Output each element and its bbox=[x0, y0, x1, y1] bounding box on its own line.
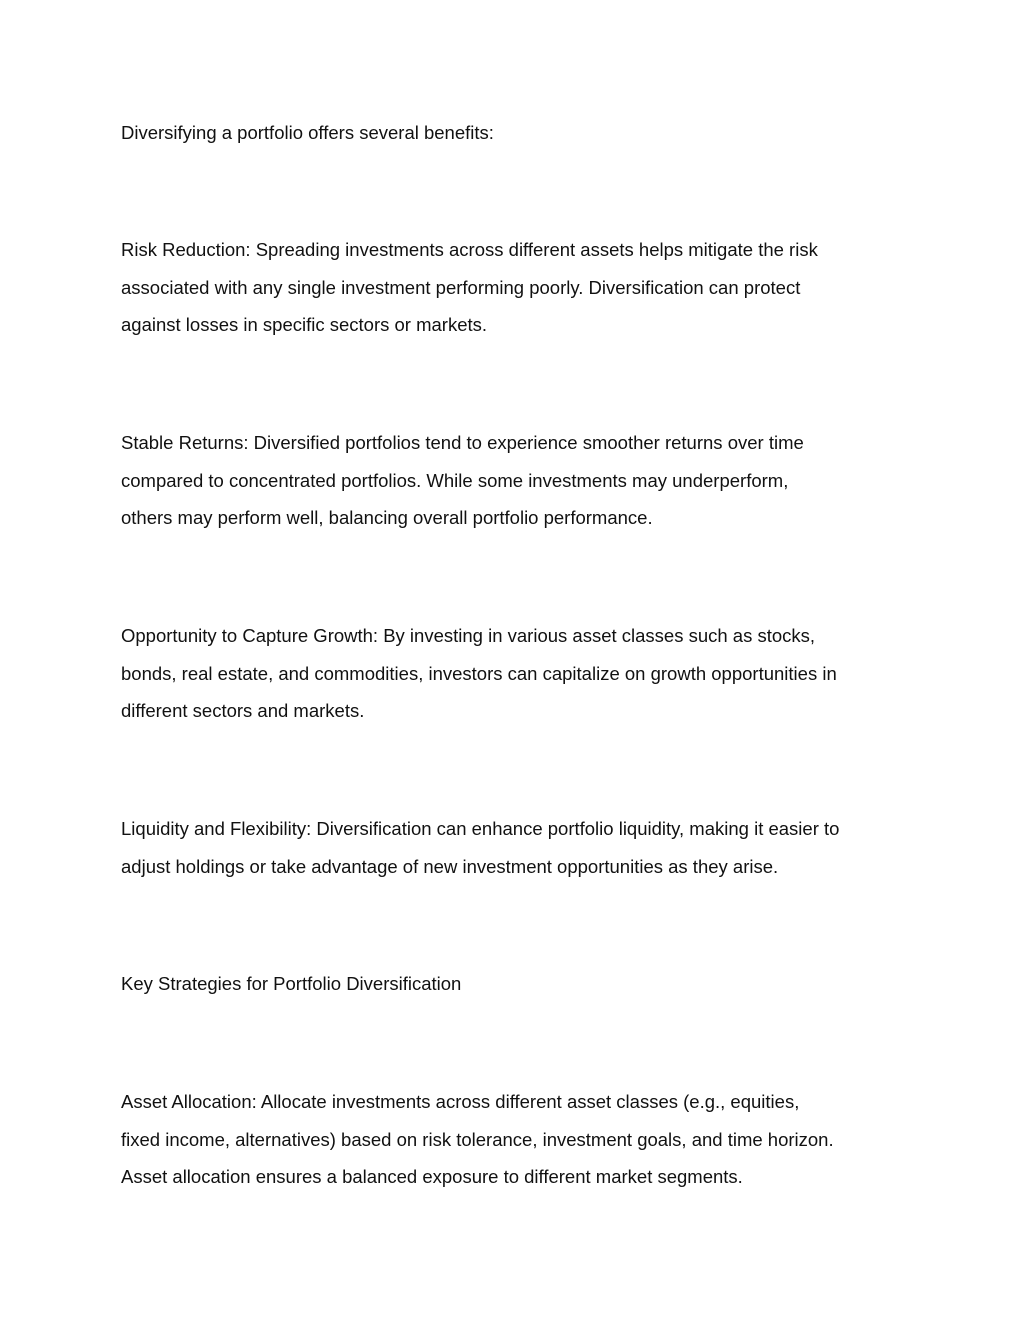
asset-allocation-paragraph bbox=[121, 1083, 911, 1196]
paragraph-line: associated with any single investment performing poorly. Diversification can protect bbox=[121, 276, 801, 298]
risk-reduction-paragraph bbox=[121, 231, 911, 344]
intro-paragraph bbox=[121, 114, 911, 152]
paragraph-line: adjust holdings or take advantage of new investment opportunities as they arise. bbox=[121, 855, 779, 877]
paragraph-line: compared to concentrated portfolios. While some investments may underperform, bbox=[121, 469, 789, 491]
liquidity-paragraph bbox=[121, 810, 911, 885]
intro-line: Diversifying a portfolio offers several benefits: bbox=[121, 122, 494, 143]
paragraph-line: bonds, real estate, and commodities, investors can capitalize on growth opportunities in bbox=[121, 662, 837, 684]
heading-line: Key Strategies for Portfolio Diversification bbox=[121, 973, 462, 994]
paragraph-line: fixed income, alternatives) based on risk tolerance, investment goals, and time horizon. bbox=[121, 1128, 834, 1150]
growth-paragraph bbox=[121, 617, 911, 730]
paragraph-line: Asset allocation ensures a balanced exposure to different market segments. bbox=[121, 1166, 743, 1187]
paragraph-line: Liquidity and Flexibility: Diversification can enhance portfolio liquidity, making it easier to bbox=[121, 818, 840, 839]
paragraph-line: others may perform well, balancing overall portfolio performance. bbox=[121, 507, 653, 528]
paragraph-line: against losses in specific sectors or markets. bbox=[121, 314, 488, 335]
paragraph-line: Risk Reduction: Spreading investments across different assets helps mitigate the risk bbox=[121, 239, 818, 260]
paragraph-line: Asset Allocation: Allocate investments across different asset classes (e.g., equities, bbox=[121, 1091, 800, 1112]
strategies-heading bbox=[121, 965, 911, 1003]
paragraph-line: different sectors and markets. bbox=[121, 700, 365, 721]
stable-returns-paragraph bbox=[121, 424, 911, 537]
paragraph-line: Stable Returns: Diversified portfolios tend to experience smoother returns over time bbox=[121, 432, 804, 453]
paragraph-line: Opportunity to Capture Growth: By investing in various asset classes such as stocks, bbox=[121, 625, 816, 646]
